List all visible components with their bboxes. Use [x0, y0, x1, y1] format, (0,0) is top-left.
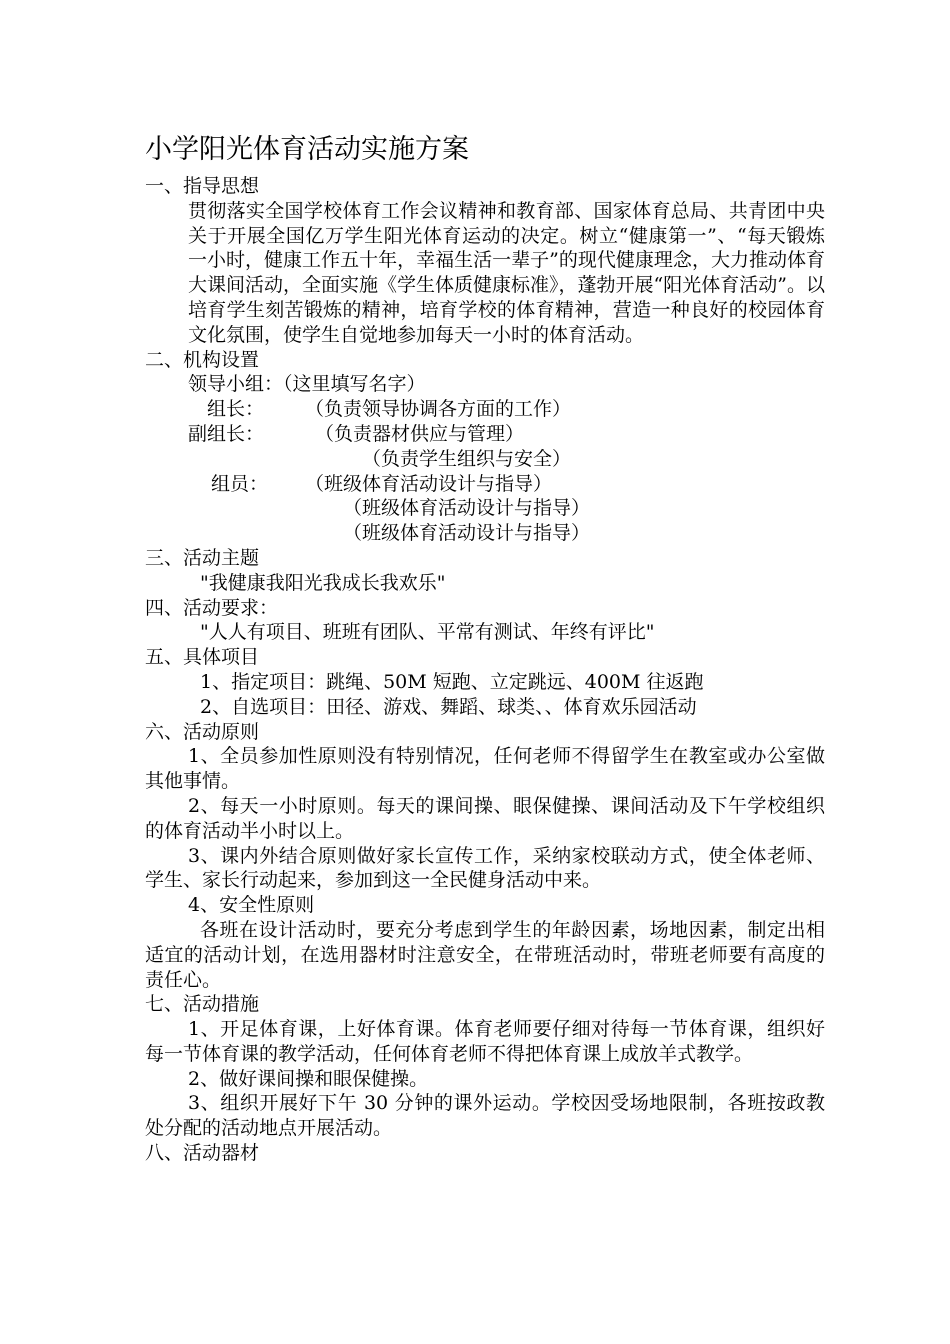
- member-duty-1: （班级体育活动设计与指导）: [305, 472, 553, 495]
- vice-leader-duty-2: （负责学生组织与安全）: [362, 447, 572, 470]
- member-line-3: [145, 521, 825, 546]
- section-heading-equipment: 八、活动器材: [145, 1142, 260, 1165]
- leader-label: 组长：: [207, 398, 265, 421]
- member-line-2: [145, 496, 825, 521]
- section-heading-organization: 二、机构设置: [145, 348, 260, 371]
- principle-4-heading: 4、安全性原则: [188, 894, 315, 917]
- principle-2: 2、每天一小时原则。每天的课间操、眼保健操、课间活动及下午学校组织的体育活动半小时以上。: [145, 794, 825, 842]
- measure-1: 1、开足体育课，上好体育课。体育老师要仔细对待每一节体育课，组织好每一节体育课的教学活动，任何体育老师不得把体育课上成放羊式教学。: [145, 1018, 825, 1065]
- vice-leader-label: 副组长：: [188, 422, 265, 445]
- leader-line: [145, 397, 825, 422]
- section-heading-principles: 六、活动原则: [145, 720, 260, 743]
- principle-3: 3、课内外结合原则做好家长宣传工作，采纳家校联动方式，使全体老师、学生、家长行动起来，参加到这一全民健身活动中来。: [145, 844, 825, 892]
- leader-group-line: 领导小组：（这里填写名字）: [188, 373, 426, 396]
- section-heading-guiding-thought: 一、指导思想: [145, 175, 260, 197]
- section-heading-theme: 三、活动主题: [145, 546, 260, 569]
- measure-3: 3、组织开展好下午 30 分钟的课外运动。学校因受场地限制，各班按政教处分配的活动地点开展活动。: [145, 1092, 825, 1140]
- principle-4: 各班在设计活动时，要充分考虑到学生的年龄因素，场地因素，制定出相适宜的活动计划，在选用器材时注意安全，在带班活动时，带班老师要有高度的责任心。: [145, 918, 825, 991]
- member-duty-2: （班级体育活动设计与指导）: [343, 497, 591, 520]
- section-heading-measures: 七、活动措施: [145, 993, 260, 1016]
- principle-1: 1、全员参加性原则没有特别情况，任何老师不得留学生在教室或办公室做其他事情。: [145, 745, 825, 793]
- document-body: [145, 174, 825, 1166]
- vice-leader-line: [145, 422, 825, 447]
- measure-2: 2、做好课间操和眼保健操。: [188, 1067, 429, 1090]
- vice-leader-line-2: [145, 447, 825, 472]
- project-item-1: 1、指定项目：跳绳、50M 短跑、立定跳远、400M 往返跑: [200, 670, 704, 693]
- paragraph-guiding-thought: 贯彻落实全国学校体育工作会议精神和教育部、国家体育总局、共青团中央关于开展全国亿万学生阳光体育运动的决定。树立“健康第一”、“每天锻炼一小时，健康工作五十年，幸福生活一辈子”的现代健康理念，大力推动体育大课间活动，全面实施《学生体质健康标准》，蓬勃开展“阳光体育活动”。以培育学生刻苦锻炼的精神，培育学校的体育精神，营造一种良好的校园体育文化氛围，使学生自觉地参加每天一小时的体育活动。: [188, 199, 825, 346]
- section-heading-projects: 五、具体项目: [145, 646, 260, 669]
- requirement-text: "人人有项目、班班有团队、平常有测试、年终有评比": [200, 621, 655, 644]
- leader-duty: （负责领导协调各方面的工作）: [305, 398, 572, 421]
- member-line: [145, 472, 825, 497]
- member-duty-3: （班级体育活动设计与指导）: [343, 522, 591, 545]
- document-title: 小学阳光体育活动实施方案: [145, 134, 469, 165]
- project-item-2: 2、自选项目：田径、游戏、舞蹈、球类、、体育欢乐园活动: [200, 695, 697, 718]
- theme-text: "我健康我阳光我成长我欢乐": [200, 571, 446, 594]
- vice-leader-duty-1: （负责器材供应与管理）: [315, 422, 525, 445]
- member-label: 组员：: [211, 472, 269, 495]
- section-heading-requirements: 四、活动要求：: [145, 596, 279, 619]
